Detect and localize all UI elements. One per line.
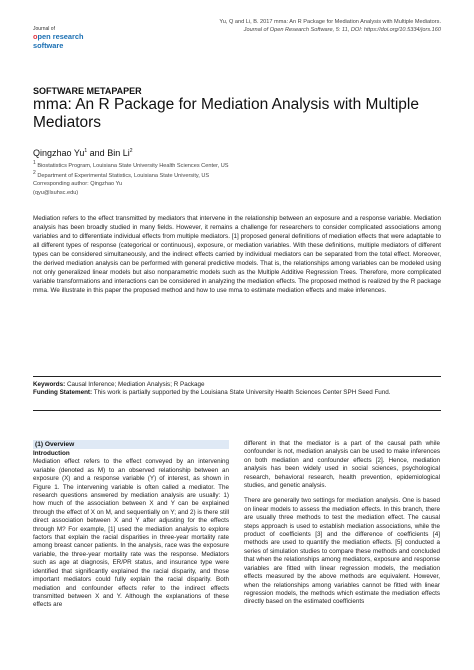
author-name-2[interactable]: Bin Li [107, 148, 130, 158]
corresponding-author: Corresponding author: Qingzhao Yu [33, 181, 123, 187]
affiliation-text: Department of Experimental Statistics, Louisiana State University, US [35, 172, 210, 179]
overview-heading: (1) Overview [33, 440, 229, 449]
citation-line-1: Yu, Q and Li, B. 2017 mma: An R Package for Mediation Analysis with Multiple Mediators. [219, 19, 441, 25]
logo-brand [33, 32, 113, 50]
body-column-left [33, 440, 229, 610]
divider-bottom [33, 410, 441, 411]
introduction-heading: Introduction [33, 450, 70, 457]
affiliation-2 [33, 170, 453, 180]
funding-text: This work is partially supported by the Louisiana State University Health Sciences Center SPH Seed Fund. [92, 389, 391, 396]
body-paragraph: different in that the mediator is a part of the causal path while confounder is not, mediation analysis can be used to make inferences on both mediation and confounder effects [2]. Hence, mediation analysis has been widely used in social sciences, psychological research, behavioral research, health prevention, epidemiological studies, and genetic analysis. [244, 440, 440, 490]
author-name-1[interactable]: Qingzhao Yu [33, 148, 85, 158]
funding-label: Funding Statement: [33, 389, 93, 396]
author-list [33, 148, 133, 158]
affiliation-1 [33, 160, 453, 170]
affiliation-sup: 1 [33, 160, 36, 166]
keywords-text: Causal Inference; Mediation Analysis; R Package [65, 381, 205, 388]
author-sup-1: 1 [84, 148, 88, 154]
citation-header [151, 18, 441, 34]
body-column-right [244, 440, 440, 607]
logo-brand-rest: pen research software [33, 32, 84, 50]
logo-small-text: Journal of [33, 26, 55, 32]
divider-top [33, 376, 441, 377]
logo-brand-o: o [33, 32, 38, 41]
author-and: and [87, 148, 108, 158]
body-paragraph: There are generally two settings for mediation analysis. One is based on linear models to assess the mediation effects. In this branch, there are usually three methods to test the mediation effect. The causal steps approach is used to establish mediation associations, while the product of coefficients [3] and the difference of coefficients [4] methods are used to quantify the mediation effects. [5] conducted a series of simulation studies to compare these methods and concluded that when the relationships among mediators, exposure and response variables are fitted with linear regression models, the mediation effects measured by the above methods are equivalent. However, when the relationships among variables cannot be fitted with linear regression models, the methods which estimate the mediation effects directly based on the estimated coefficients [244, 497, 440, 606]
journal-logo[interactable] [33, 26, 113, 50]
funding-statement [33, 389, 441, 397]
keywords-label: Keywords: [33, 381, 66, 388]
affiliation-text: Biostatistics Program, Louisiana State University Health Sciences Center, US [35, 162, 229, 169]
corresponding-email[interactable]: (qyu@lsuhsc.edu) [33, 190, 79, 196]
page-title: mma: An R Package for Mediation Analysis with Multiple Mediators [33, 96, 419, 131]
section-label: SOFTWARE METAPAPER [33, 86, 142, 96]
author-sup-2: 2 [129, 148, 133, 154]
citation-line-2[interactable]: Journal of Open Research Software, 5: 11, DOI: https://doi.org/10.5334/jors.160 [243, 27, 441, 33]
affiliation-sup: 2 [33, 170, 36, 176]
abstract: Mediation refers to the effect transmitted by mediators that intervene in the relationship between an exposure and a response variable. Mediation analysis has been broadly studied in many fields. However, it remains a challenge for researchers to consider complicated associations among variables and to differentiate individual effects from multiple mediators. [1] proposed general definitions of mediation effects that were adaptable to all different types of response (categorical or continuous), exposure, or mediation variables. With these definitions, multiple mediators of different types can be considered simultaneously, and the indirect effects carried by individual mediators can be separated from the total effect. Moreover, the derived mediation analysis can be performed with general predictive models. That is, the relationships among variables can be modeled using not only generalized linear models but also nonparametric models such as the Multiple Additive Regression Trees. Therefore, more complicated variable transformations and interactions can be considered in analyzing the mediation effects. The proposed method is realized by the R package mma. We illustrate in this paper the proposed method and how to use mma to estimate mediation effects and make inferences. [33, 215, 441, 295]
body-paragraph: Mediation effect refers to the effect conveyed by an intervening variable (denoted as M) to an observed relationship between an exposure (X) and a response variable (Y) of interest, as shown in Figure 1. The intervening variable is often called a mediator. The research questions answered by mediation analysis are usually: 1) how much of the association between X and Y can be explained through the effect of X on M, and sequentially on Y; and 2) is there still direct association between X and Y after adjusting for the effects through M? For example, [1] used the mediation analysis to explore factors that explain the racial disparities in three-year mortality rate among breast cancer patients. In the analysis, race was the exposure variable, the three-year mortality rate was the response. Mediators such as age at diagnosis, ER/PR status, and insurance type were identified that significantly explained the racial disparity, and those important mediators could fully explain the racial disparity. Both mediation and confounder effects refer to the indirect effects transmitted between X and Y. Although the explanations of these effects are [33, 458, 229, 609]
